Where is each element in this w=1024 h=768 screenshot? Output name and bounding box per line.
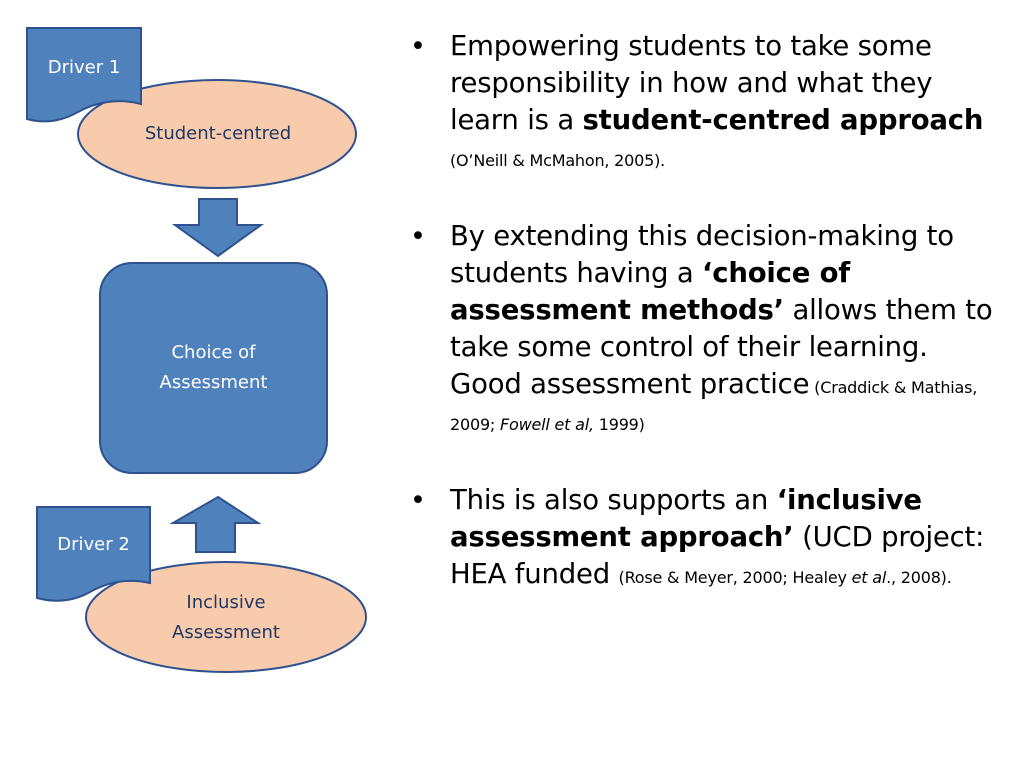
inclusive-label-line2: Assessment bbox=[172, 622, 280, 643]
inclusive-assessment-label bbox=[96, 588, 356, 648]
down-arrow bbox=[175, 199, 261, 256]
bullet-1-bold: student-centred approach bbox=[582, 104, 984, 136]
up-arrow bbox=[173, 497, 258, 552]
choice-label-line1: Choice of bbox=[171, 342, 256, 363]
bullet-dot: • bbox=[410, 31, 426, 62]
bullet-1-text: Empowering students to take some responsibility in how and what they learn is a bbox=[450, 30, 933, 136]
bullet-3-text2: (UCD project: HEA funded bbox=[450, 521, 985, 590]
bullet-1 bbox=[410, 28, 1000, 176]
bullet-1-citation: (O’Neill & McMahon, 2005). bbox=[450, 151, 666, 170]
driver2-label: Driver 2 bbox=[57, 534, 130, 555]
bullet-2 bbox=[410, 218, 1000, 440]
choice-label-line2: Assessment bbox=[159, 372, 268, 393]
student-centred-label: Student-centred bbox=[144, 123, 292, 144]
driver1-label: Driver 1 bbox=[47, 57, 121, 78]
bullet-dot: • bbox=[410, 485, 426, 516]
bullet-3-citation-part2: ., 2008). bbox=[886, 568, 952, 587]
bullet-3-bold: ‘inclusive assessment approach’ bbox=[450, 484, 922, 553]
bullet-2-citation-part2: 1999) bbox=[593, 415, 645, 434]
bullet-2-bold: ‘choice of assessment methods’ bbox=[450, 257, 851, 326]
bullet-3 bbox=[410, 482, 1000, 593]
bullet-3-citation-part1: (Rose & Meyer, 2000; Healey bbox=[618, 568, 852, 587]
bullet-2-citation-part1: (Craddick & Mathias, 2009; bbox=[450, 378, 978, 434]
bullet-dot: • bbox=[410, 221, 426, 252]
bullet-2-text2: allows them to take some control of their learning. Good assessment practice bbox=[450, 294, 993, 400]
bullet-3-citation-italic: et al bbox=[851, 568, 887, 587]
inclusive-label-line1: Inclusive bbox=[186, 592, 266, 613]
bullet-2-citation-italic: Fowell et al, bbox=[500, 415, 594, 434]
choice-of-assessment-label bbox=[100, 338, 327, 398]
bullet-2-text1: By extending this decision-making to students having a bbox=[450, 220, 954, 289]
bullet-3-text1: This is also supports an bbox=[450, 484, 777, 516]
bullet-list bbox=[410, 28, 1000, 593]
